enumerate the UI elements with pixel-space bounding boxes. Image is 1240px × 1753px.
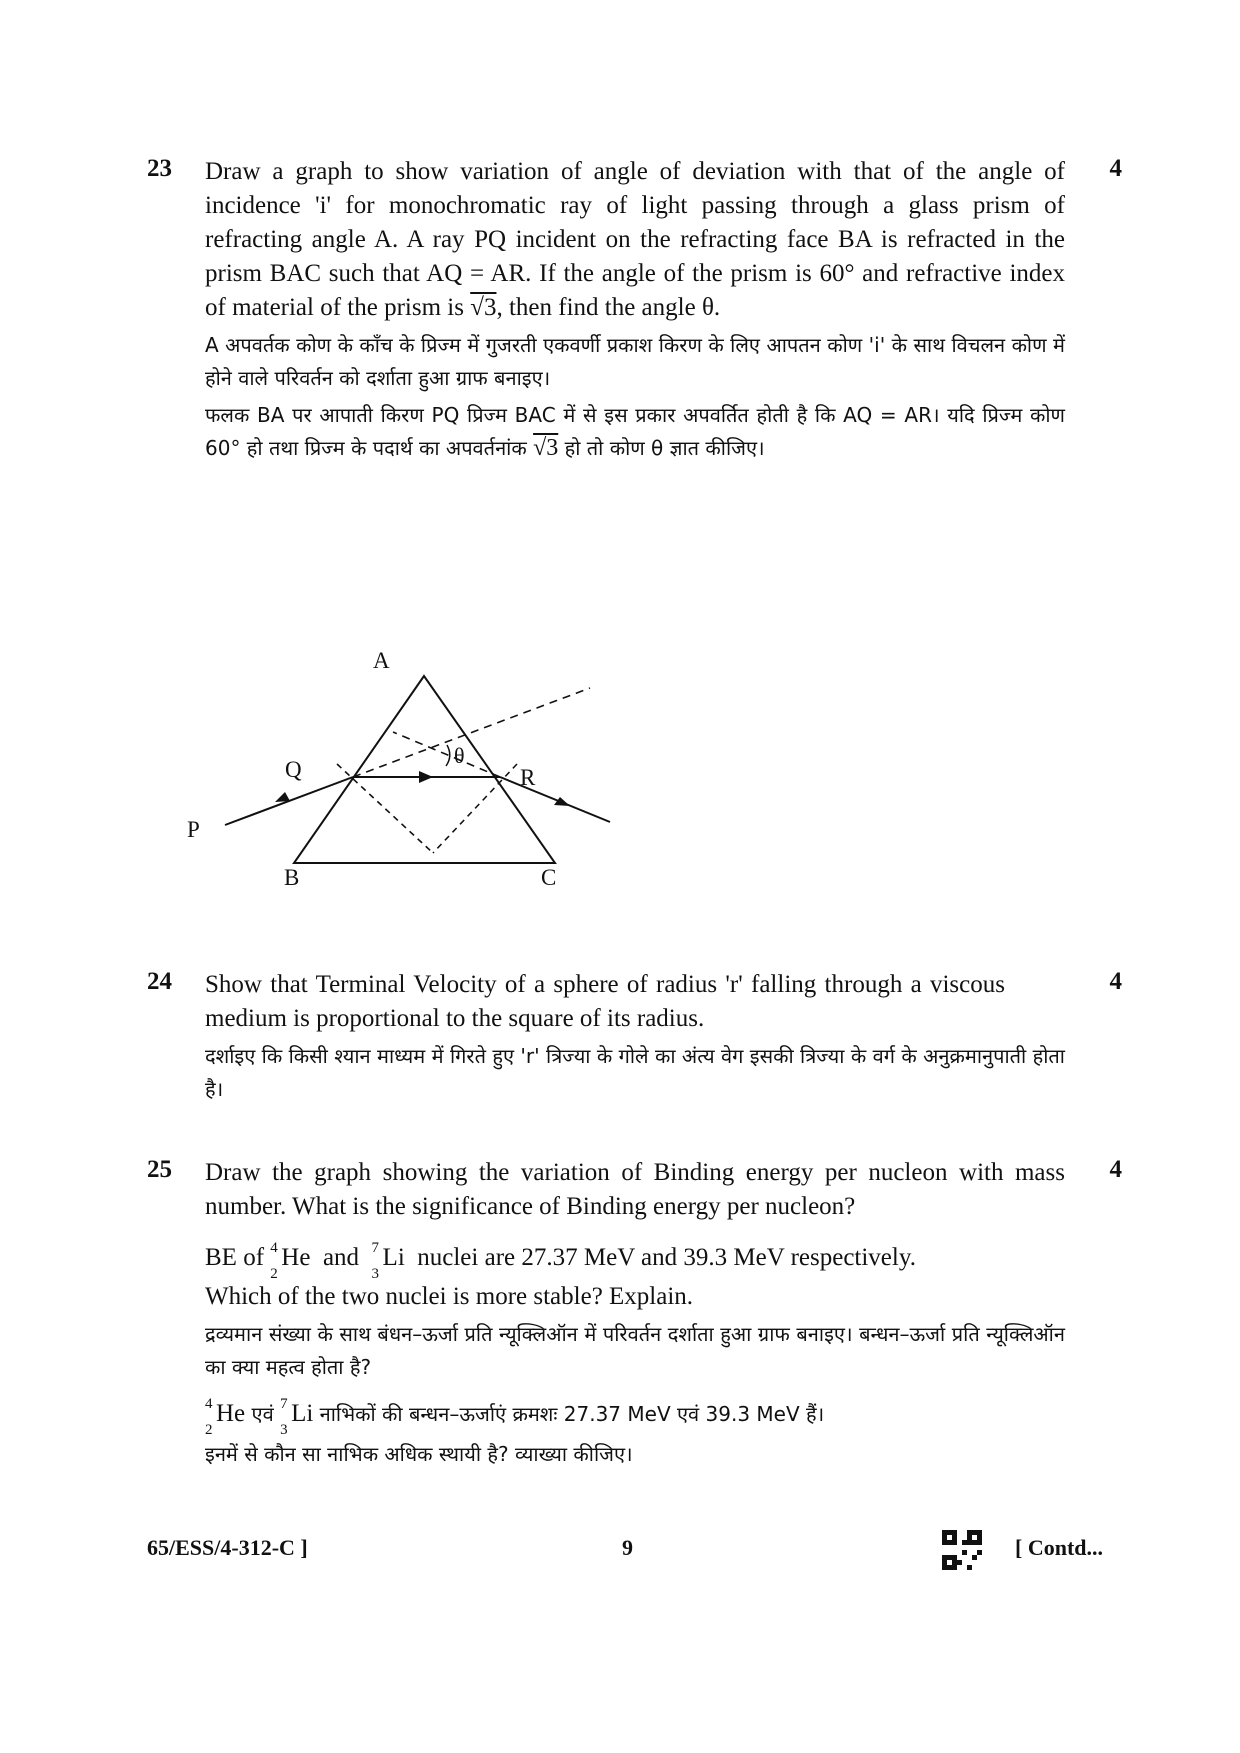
paper-code: 65/ESS/4-312-C ] — [147, 1535, 308, 1560]
lithium-nucleus: 7 3 Li — [280, 1396, 314, 1438]
sqrt-3: √3 — [470, 294, 497, 321]
incident-extension — [353, 688, 590, 777]
lithium-nucleus: 7 3 Li — [371, 1240, 405, 1282]
question-number: 24 — [147, 968, 172, 995]
label-p: P — [187, 817, 200, 842]
question-number: 25 — [147, 1156, 172, 1183]
arrow-head — [419, 771, 433, 783]
helium-nucleus: 4 2 He — [205, 1396, 246, 1438]
label-theta: θ — [454, 743, 465, 768]
label-q: Q — [285, 757, 302, 782]
arrow-head — [554, 797, 570, 806]
question-text-en-2: Which of the two nuclei is more stable? Explain. — [205, 1283, 694, 1310]
emergent-ray — [500, 777, 610, 822]
question-text-hi: दर्शाइए कि किसी श्यान माध्यम में गिरते हुए 'r' त्रिज्या के गोले का अंत्य वेग इसकी त्रिज्या के वर्ग के अनुक्रमानुपाती होता है। — [205, 1044, 1065, 1101]
label-c: C — [541, 865, 557, 890]
arrow-head — [275, 792, 290, 802]
page-number: 9 — [622, 1535, 633, 1560]
question-text-hi-2: फलक BA पर आपाती किरण PQ प्रिज्म BAC में से इस प्रकार अपवर्तित होती है कि AQ = AR। यदि प्रिज्म कोण 60° हो तथा प्रिज्म के पदार्थ का अपवर्तनांक √3 हो तो कोण θ ज्ञात कीजिए। — [205, 403, 1065, 461]
qr-code-icon — [942, 1530, 982, 1570]
binding-energy-statement-hi: 4 2 He एवं 7 3 Li नाभिकों की बन्धन–ऊर्जाएं क्रमशः 27.37 MeV एवं 39.3 MeV हैं। — [205, 1396, 825, 1438]
label-a: A — [373, 648, 390, 673]
question-23 — [147, 155, 1122, 465]
continued-marker: [ Contd... — [1015, 1535, 1104, 1560]
label-r: R — [520, 765, 536, 790]
prism-triangle — [294, 676, 555, 863]
question-marks: 4 — [1109, 155, 1122, 182]
prism-diagram — [187, 640, 635, 900]
question-25 — [147, 1156, 1122, 1471]
question-24 — [147, 968, 1122, 1106]
question-text-en: Draw a graph to show variation of angle of deviation with that of the angle of incidence 'i' for monochromatic ray of light passing through a glass prism of refracting angle A. A ray PQ incident on the refracting face BA is refracted in the prism BAC such that AQ = AR. If the angle of the prism is 60° and refractive index of material of the prism is √3, then find the angle θ. — [205, 158, 1066, 321]
emergent-extension — [393, 732, 500, 777]
question-number: 23 — [147, 155, 172, 182]
question-text-hi-1: द्रव्यमान संख्या के साथ बंधन–ऊर्जा प्रति न्यूक्लिऑन में परिवर्तन दर्शाता हुआ ग्राफ बनाइए। बन्धन–ऊर्जा प्रति न्यूक्लिऑन का क्या महत्व होता है? — [205, 1322, 1065, 1379]
question-text-en: Show that Terminal Velocity of a sphere of radius 'r' falling through a viscous medium is proportional to the square of its radius. — [205, 971, 1005, 1032]
binding-energy-statement: BE of 4 2 He and 7 3 Li nuclei are 27.37 MeV and 39.3 MeV respectively. — [205, 1240, 916, 1282]
question-marks: 4 — [1109, 1156, 1122, 1183]
label-b: B — [284, 865, 300, 890]
question-text-hi-2: इनमें से कौन सा नाभिक अधिक स्थायी है? व्याख्या कीजिए। — [205, 1442, 633, 1466]
question-marks: 4 — [1109, 968, 1122, 995]
sqrt-3: √3 — [533, 435, 559, 461]
question-text-hi-1: A अपवर्तक कोण के काँच के प्रिज्म में गुजरती एकवर्णी प्रकाश किरण के लिए आपतन कोण 'i' के साथ विचलन कोण में होने वाले परिवर्तन को दर्शाता हुआ ग्राफ बनाइए। — [205, 333, 1065, 390]
question-text-en: Draw the graph showing the variation of Binding energy per nucleon with mass number. What is the significance of Binding energy per nucleon? — [205, 1159, 1065, 1220]
helium-nucleus: 4 2 He — [270, 1240, 311, 1282]
